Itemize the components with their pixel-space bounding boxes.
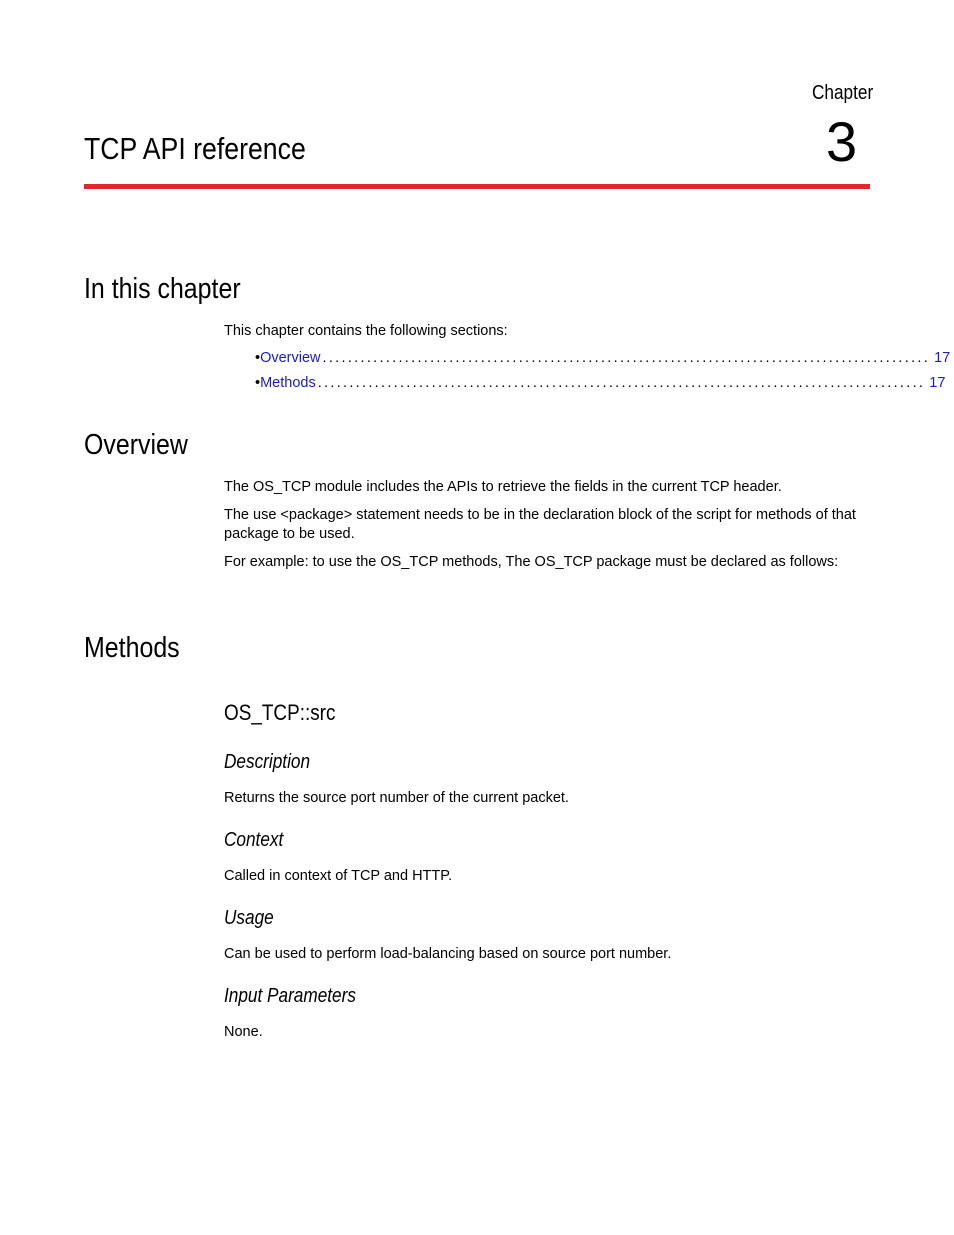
toc-item-overview[interactable] <box>255 350 951 370</box>
description-heading: Description <box>224 751 311 773</box>
in-this-chapter-heading: In this chapter <box>84 273 241 305</box>
input-parameters-heading: Input Parameters <box>224 985 356 1007</box>
overview-paragraph-3: For example: to use the OS_TCP methods, The OS_TCP package must be declared as follows: <box>224 554 839 570</box>
toc-link-methods[interactable]: Methods <box>260 375 316 391</box>
toc-page-overview[interactable]: 17 <box>934 350 951 366</box>
methods-heading: Methods <box>84 632 180 664</box>
description-text: Returns the source port number of the current packet. <box>224 790 569 806</box>
chapter-label: Chapter <box>812 82 874 104</box>
toc-bullet: • <box>255 350 261 366</box>
method-name: OS_TCP::src <box>224 700 336 725</box>
toc-link-overview[interactable]: Overview <box>260 350 321 366</box>
overview-heading: Overview <box>84 429 188 461</box>
toc-leader: ................................................................................................ <box>317 375 926 391</box>
overview-paragraph-1: The OS_TCP module includes the APIs to retrieve the fields in the current TCP header. <box>224 479 782 495</box>
overview-paragraph-2: The use <package> statement needs to be in the declaration block of the script for methods of that package to be used. <box>224 507 856 542</box>
title-rule <box>84 184 870 189</box>
toc-leader: ................................................................................................ <box>322 350 931 366</box>
toc-bullet: • <box>255 375 261 391</box>
in-this-chapter-intro: This chapter contains the following sections: <box>224 323 508 339</box>
usage-heading: Usage <box>224 907 274 929</box>
chapter-number: 3 <box>826 110 858 173</box>
toc-item-methods[interactable] <box>255 375 946 395</box>
chapter-title: TCP API reference <box>84 131 306 166</box>
context-heading: Context <box>224 829 284 851</box>
context-text: Called in context of TCP and HTTP. <box>224 868 453 884</box>
usage-text: Can be used to perform load-balancing based on source port number. <box>224 946 672 962</box>
input-parameters-text: None. <box>224 1024 263 1040</box>
toc-page-methods[interactable]: 17 <box>929 375 946 391</box>
